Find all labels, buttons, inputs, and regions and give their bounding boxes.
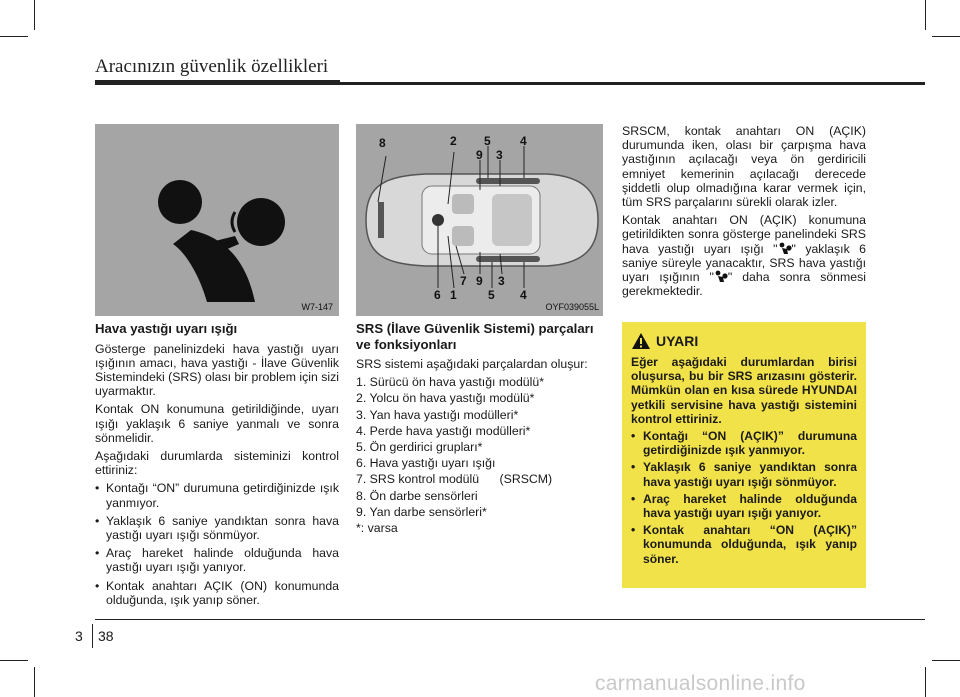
- footer-rule: [95, 619, 925, 620]
- callout-label: 5: [488, 288, 495, 302]
- list-item: • Kontağı “ON (AÇIK)” durumuna getirdiğinizde ışık yanmıyor.: [631, 429, 857, 457]
- crop-mark: [932, 36, 960, 37]
- list-item: • Araç hareket halinde olduğunda hava yastığı uyarı ışığı yanıyor.: [95, 546, 339, 574]
- warning-box: [622, 322, 866, 588]
- crop-mark: [34, 0, 35, 30]
- text-fragment: " daha sonra sönmesi gerekmektedir.: [622, 270, 866, 299]
- warning-list: [631, 429, 857, 566]
- airbag-person-icon: [714, 270, 728, 282]
- figure-code: W7-147: [301, 302, 333, 312]
- list-item: 2. Yolcu ön hava yastığı modülü*: [356, 391, 535, 406]
- warning-intro: Eğer aşağıdaki durumlardan birisi oluşursa, bu bir SRS arızasını gösterir. Mümkün olan en kısa sürede HYUNDAI yetkili servisine hava yastığı sistemini kontrol ettiriniz.: [631, 355, 857, 426]
- crop-mark: [0, 36, 28, 37]
- callout-label: 4: [520, 288, 527, 302]
- list-item: 6. Hava yastığı uyarı ışığı: [356, 456, 496, 471]
- callout-label: 4: [520, 134, 527, 148]
- callout-label: 9: [476, 274, 483, 288]
- list-item: 4. Perde hava yastığı modülleri*: [356, 423, 531, 438]
- page-number: 38: [98, 628, 114, 644]
- list-item: 7. SRS kontrol modülü (SRSCM): [356, 472, 553, 487]
- callout-label: 6: [434, 288, 441, 302]
- paragraph: Gösterge panelinizdeki hava yastığı uyarı ışığının amacı, hava yastığı - İlave Güvenlik Sistemindeki (SRS) olası bir problem için sizi uyarmaktır.: [95, 341, 339, 399]
- text-fragment: Kontak anahtarı ON (AÇIK) konumuna getirildikten sonra gösterge panelindeki SRS hava yastığı uyarı ışığı ": [622, 213, 866, 256]
- section-heading: Hava yastığı uyarı ışığı: [95, 321, 238, 336]
- airbag-person-icon: [778, 242, 792, 254]
- callout-label: 7: [460, 274, 467, 288]
- paragraph: SRSCM, kontak anahtarı ON (AÇIK) durumunda iken, olası bir çarpışma hava yastığının açılacağı veya ön gerdiricili emniyet kemerinin açılacağı derecede şiddetli olup olmadığına karar vermek için, tüm SRS parçalarını sürekli olarak izler.: [622, 124, 866, 210]
- list-item: 9. Yan darbe sensörleri*: [356, 504, 487, 519]
- crop-mark: [0, 660, 28, 661]
- list-item: 1. Sürücü ön hava yastığı modülü*: [356, 375, 544, 390]
- footnote: *: varsa: [356, 521, 398, 536]
- list-item: 8. Ön darbe sensörleri: [356, 488, 478, 503]
- airbag-warning-section: [95, 321, 339, 611]
- crop-mark: [925, 0, 926, 30]
- paragraph: Kontak ON konumuna getirildiğinde, uyarı ışığı yaklaşık 6 saniye yanmalı ve sonra sönmelidir.: [95, 402, 339, 445]
- figure-code: OYF039055L: [545, 302, 599, 312]
- callout-label: 1: [450, 288, 457, 302]
- callout-label: 9: [476, 148, 483, 162]
- airbag-warning-figure: [95, 124, 339, 316]
- callout-label: 3: [496, 148, 503, 162]
- srs-components-section: [356, 321, 603, 539]
- airbag-warning-icon: [95, 124, 339, 316]
- list-item: 3. Yan hava yastığı modülleri*: [356, 407, 519, 422]
- srscm-section: [622, 124, 866, 302]
- callout-label: 2: [450, 134, 457, 148]
- bullet-list: [95, 481, 339, 607]
- warning-title: UYARI: [656, 333, 699, 349]
- callout-label: 3: [498, 274, 505, 288]
- list-item: • Kontak anahtarı AÇIK (ON) konumunda olduğunda, ışık yanıp söner.: [95, 579, 339, 607]
- paragraph: Aşağıdaki durumlarda sisteminizi kontrol ettiriniz:: [95, 448, 339, 478]
- crop-mark: [34, 667, 35, 697]
- section-heading: SRS (İlave Güvenlik Sistemi) parçaları ve fonksiyonları: [356, 321, 594, 352]
- list-item: • Yaklaşık 6 saniye yandıktan sonra hava yastığı uyarı ışığı sönmüyor.: [631, 460, 857, 488]
- list-item: • Kontağı “ON” durumuna getirdiğinizde ışık yanmıyor.: [95, 481, 339, 509]
- callout-label: 5: [484, 134, 491, 148]
- paragraph: [622, 213, 866, 298]
- list-item: • Araç hareket halinde olduğunda hava yastığı uyarı ışığı yanıyor.: [631, 492, 857, 520]
- crop-mark: [925, 667, 926, 697]
- paragraph: SRS sistemi aşağıdaki parçalardan oluşur:: [356, 357, 588, 371]
- list-item: • Kontak anahtarı “ON (AÇIK)” konumunda olduğunda, ışık yanıp söner.: [631, 523, 857, 566]
- page-header-title: Aracınızın güvenlik özellikleri: [95, 56, 329, 77]
- list-item: 5. Ön gerdirici grupları*: [356, 440, 483, 455]
- text-fragment: " yaklaşık 6 saniye süreyle yanacaktır, SRS hava yastığı uyarı ışığının ": [622, 241, 866, 285]
- crop-mark: [932, 660, 960, 661]
- page-separator: [92, 624, 93, 648]
- callout-label: 8: [379, 136, 386, 150]
- numbered-list: [356, 375, 603, 519]
- section-number: 3: [75, 628, 83, 644]
- list-item: • Yaklaşık 6 saniye yandıktan sonra hava yastığı uyarı ışığı sönmüyor.: [95, 514, 339, 542]
- header-rule-accent: [95, 80, 340, 85]
- watermark: carmanualsonline.info: [595, 672, 806, 695]
- warning-header: [631, 332, 857, 350]
- warning-triangle-icon: [631, 332, 651, 350]
- srs-components-figure: [356, 124, 603, 316]
